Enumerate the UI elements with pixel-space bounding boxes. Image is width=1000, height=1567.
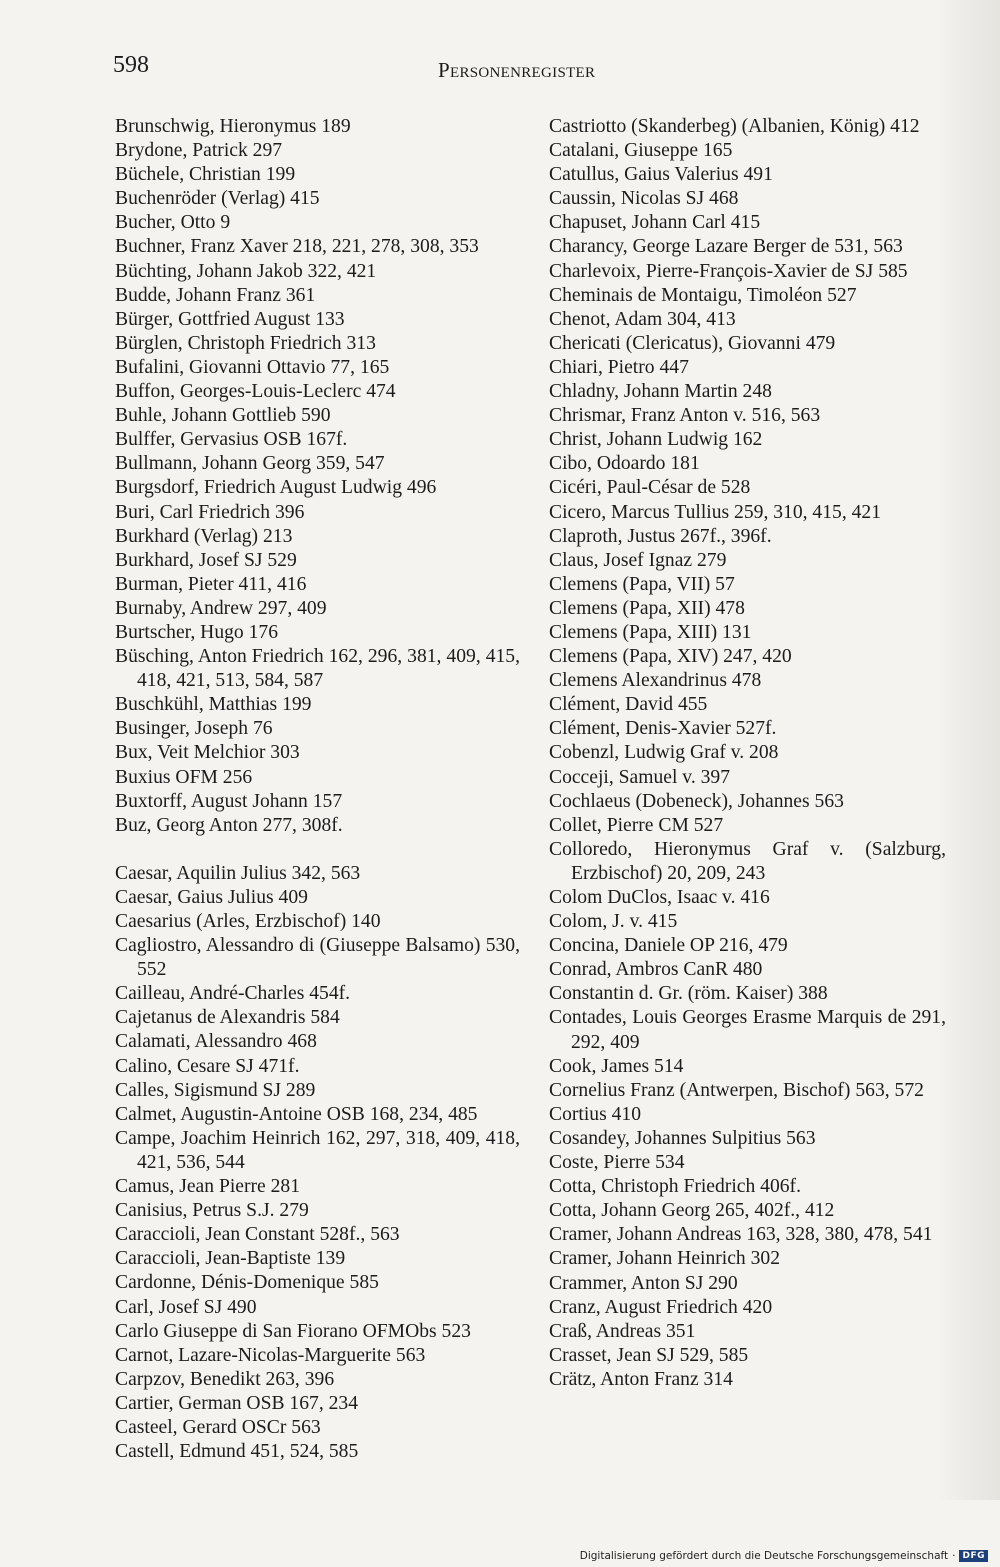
index-entry: Clément, David 455: [549, 694, 708, 716]
index-entry: Buxtorff, August Johann 157: [115, 790, 343, 812]
index-entry: Businger, Joseph 76: [115, 718, 273, 740]
index-entry: Clemens (Papa, XIII) 131: [549, 621, 752, 643]
index-entry: Buhle, Johann Gottlieb 590: [115, 405, 331, 427]
index-entry: Contades, Louis Georges Erasme Marquis de 291, 292, 409: [549, 1007, 946, 1053]
index-entry: Colom DuClos, Isaac v. 416: [549, 887, 770, 908]
index-entry: Chladny, Johann Martin 248: [549, 381, 772, 403]
index-entry: Clemens (Papa, XIV) 247, 420: [549, 646, 792, 668]
index-entry: Cajetanus de Alexandris 584: [115, 1007, 340, 1029]
index-entry: Buz, Georg Anton 277, 308f.: [115, 814, 343, 836]
index-entry: Colloredo, Hieronymus Graf v. (Salzburg, Erzbischof) 20, 209, 243: [549, 838, 946, 884]
index-entry: Cotta, Johann Georg 265, 402f., 412: [549, 1200, 835, 1222]
index-entry: Concina, Daniele OP 216, 479: [549, 935, 788, 957]
index-entry: Collet, Pierre CM 527: [549, 814, 724, 836]
index-entry: Craß, Andreas 351: [549, 1320, 696, 1342]
index-entry: Cramer, Johann Andreas 163, 328, 380, 478, 541: [549, 1224, 933, 1246]
index-entry: Clemens Alexandrinus 478: [549, 670, 762, 692]
index-entry: Carnot, Lazare-Nicolas-Marguerite 563: [115, 1344, 426, 1366]
index-entry: Budde, Johann Franz 361: [115, 284, 316, 306]
index-entry: Cornelius Franz (Antwerpen, Bischof) 563, 572: [549, 1079, 924, 1101]
funding-note: Digitalisierung gefördert durch die Deutsche Forschungsgemeinschaft: [579, 1550, 949, 1562]
index-entry: Büchting, Johann Jakob 322, 421: [115, 260, 377, 282]
footer-separator: ·: [952, 1550, 956, 1562]
index-entry: Cortius 410: [549, 1103, 641, 1125]
index-entry: Carlo Giuseppe di San Fiorano OFMObs 523: [115, 1320, 471, 1342]
index-entry: Burgsdorf, Friedrich August Ludwig 496: [115, 477, 437, 499]
index-entry: Crätz, Anton Franz 314: [549, 1368, 733, 1390]
index-entry: Charlevoix, Pierre-François-Xavier de SJ 585: [549, 260, 908, 282]
index-entry: Buchner, Franz Xaver 218, 221, 278, 308, 353: [115, 236, 479, 258]
running-head: Personenregister: [438, 58, 596, 82]
index-entry: Bürglen, Christoph Friedrich 313: [115, 332, 376, 354]
index-entry: Castriotto (Skanderbeg) (Albanien, König) 412: [549, 116, 920, 137]
index-entry: Cagliostro, Alessandro di (Giuseppe Balsamo) 530, 552: [115, 935, 520, 981]
index-entry: Buschkühl, Matthias 199: [115, 694, 312, 716]
index-entry: Crasset, Jean SJ 529, 585: [549, 1344, 749, 1366]
index-entry: Bürger, Gottfried August 133: [115, 308, 345, 330]
index-entry: Chiari, Pietro 447: [549, 356, 689, 378]
index-entry: Chapuset, Johann Carl 415: [549, 212, 761, 234]
index-entry: Caraccioli, Jean-Baptiste 139: [115, 1248, 346, 1270]
index-entry: Bullmann, Johann Georg 359, 547: [115, 453, 385, 475]
index-entry: Charancy, George Lazare Berger de 531, 563: [549, 236, 903, 258]
index-entry: Clément, Denis-Xavier 527f.: [549, 718, 777, 740]
index-entry: Caussin, Nicolas SJ 468: [549, 188, 739, 210]
index-entry: Cook, James 514: [549, 1055, 684, 1077]
index-entry: Chenot, Adam 304, 413: [549, 308, 736, 330]
index-entry: Coste, Pierre 534: [549, 1152, 685, 1174]
index-entry: Burtscher, Hugo 176: [115, 621, 279, 643]
index-entry: Caesar, Aquilin Julius 342, 563: [115, 862, 361, 884]
index-entry: Cocceji, Samuel v. 397: [549, 766, 731, 788]
index-entry: Carl, Josef SJ 490: [115, 1296, 257, 1318]
index-entry: Cochlaeus (Dobeneck), Johannes 563: [549, 790, 844, 812]
index-entry: Buxius OFM 256: [115, 766, 253, 788]
index-entry: Camus, Jean Pierre 281: [115, 1176, 301, 1198]
index-entry: Caesar, Gaius Julius 409: [115, 886, 308, 908]
index-entry: Burkhard (Verlag) 213: [115, 525, 293, 547]
index-column-left: [115, 115, 520, 1464]
section-gap: [115, 838, 520, 862]
index-entry: Bux, Veit Melchior 303: [115, 742, 300, 764]
index-entry: Cartier, German OSB 167, 234: [115, 1392, 359, 1414]
index-entry: Conrad, Ambros CanR 480: [549, 959, 763, 981]
index-entry: Colom, J. v. 415: [549, 911, 678, 933]
index-entry: Cicéri, Paul-César de 528: [549, 477, 751, 499]
index-entry: Constantin d. Gr. (röm. Kaiser) 388: [549, 983, 828, 1005]
index-entry: Christ, Johann Ludwig 162: [549, 429, 763, 451]
funding-footer: [580, 1550, 988, 1562]
index-entry: Claproth, Justus 267f., 396f.: [549, 525, 772, 547]
index-entry: Clemens (Papa, XII) 478: [549, 597, 745, 619]
index-entry: Cramer, Johann Heinrich 302: [549, 1248, 781, 1270]
dfg-logo: DFG: [959, 1550, 988, 1562]
index-entry: Bufalini, Giovanni Ottavio 77, 165: [115, 356, 390, 378]
index-entry: Caesarius (Arles, Erzbischof) 140: [115, 911, 381, 932]
index-entry: Buchenröder (Verlag) 415: [115, 188, 320, 210]
page-edge-shadow: [938, 0, 1000, 1500]
index-entry: Burnaby, Andrew 297, 409: [115, 597, 327, 619]
index-entry: Büchele, Christian 199: [115, 164, 296, 186]
index-entry: Cotta, Christoph Friedrich 406f.: [549, 1176, 801, 1198]
index-entry: Chericati (Clericatus), Giovanni 479: [549, 332, 836, 354]
index-entry: Cailleau, André-Charles 454f.: [115, 983, 351, 1005]
index-entry: Burkhard, Josef SJ 529: [115, 549, 297, 571]
index-entry: Calino, Cesare SJ 471f.: [115, 1055, 300, 1077]
index-entry: Catullus, Gaius Valerius 491: [549, 164, 773, 186]
index-entry: Bulffer, Gervasius OSB 167f.: [115, 429, 348, 451]
index-entry: Clemens (Papa, VII) 57: [549, 573, 735, 595]
index-entry: Casteel, Gerard OSCr 563: [115, 1416, 321, 1438]
index-entry: Cosandey, Johannes Sulpitius 563: [549, 1127, 816, 1149]
index-entry: Caraccioli, Jean Constant 528f., 563: [115, 1224, 400, 1246]
index-entry: Cardonne, Dénis-Domenique 585: [115, 1272, 379, 1294]
index-entry: Büsching, Anton Friedrich 162, 296, 381, 409, 415, 418, 421, 513, 584, 587: [115, 646, 520, 692]
index-entry: Brunschwig, Hieronymus 189: [115, 116, 351, 137]
index-entry: Bucher, Otto 9: [115, 212, 231, 234]
index-entry: Cheminais de Montaigu, Timoléon 527: [549, 284, 857, 306]
index-entry: Calamati, Alessandro 468: [115, 1031, 317, 1053]
index-entry: Campe, Joachim Heinrich 162, 297, 318, 409, 418, 421, 536, 544: [115, 1127, 520, 1173]
index-entry: Claus, Josef Ignaz 279: [549, 549, 727, 571]
index-entry: Cranz, August Friedrich 420: [549, 1296, 773, 1318]
index-entry: Canisius, Petrus S.J. 279: [115, 1200, 309, 1222]
index-entry: Castell, Edmund 451, 524, 585: [115, 1441, 359, 1463]
index-entry: Calles, Sigismund SJ 289: [115, 1079, 316, 1101]
index-entry: Buffon, Georges-Louis-Leclerc 474: [115, 381, 396, 403]
index-entry: Calmet, Augustin-Antoine OSB 168, 234, 485: [115, 1103, 478, 1125]
index-entry: Burman, Pieter 411, 416: [115, 573, 307, 595]
index-entry: Carpzov, Benedikt 263, 396: [115, 1368, 335, 1390]
index-entry: Buri, Carl Friedrich 396: [115, 501, 305, 523]
index-entry: Brydone, Patrick 297: [115, 140, 283, 162]
index-entry: Catalani, Giuseppe 165: [549, 140, 733, 162]
index-entry: Chrismar, Franz Anton v. 516, 563: [549, 405, 821, 427]
page-number: 598: [113, 52, 149, 78]
index-entry: Crammer, Anton SJ 290: [549, 1272, 738, 1294]
index-column-right: [549, 115, 946, 1392]
index-entry: Cibo, Odoardo 181: [549, 453, 700, 475]
index-entry: Cobenzl, Ludwig Graf v. 208: [549, 742, 779, 764]
index-entry: Cicero, Marcus Tullius 259, 310, 415, 421: [549, 501, 882, 523]
